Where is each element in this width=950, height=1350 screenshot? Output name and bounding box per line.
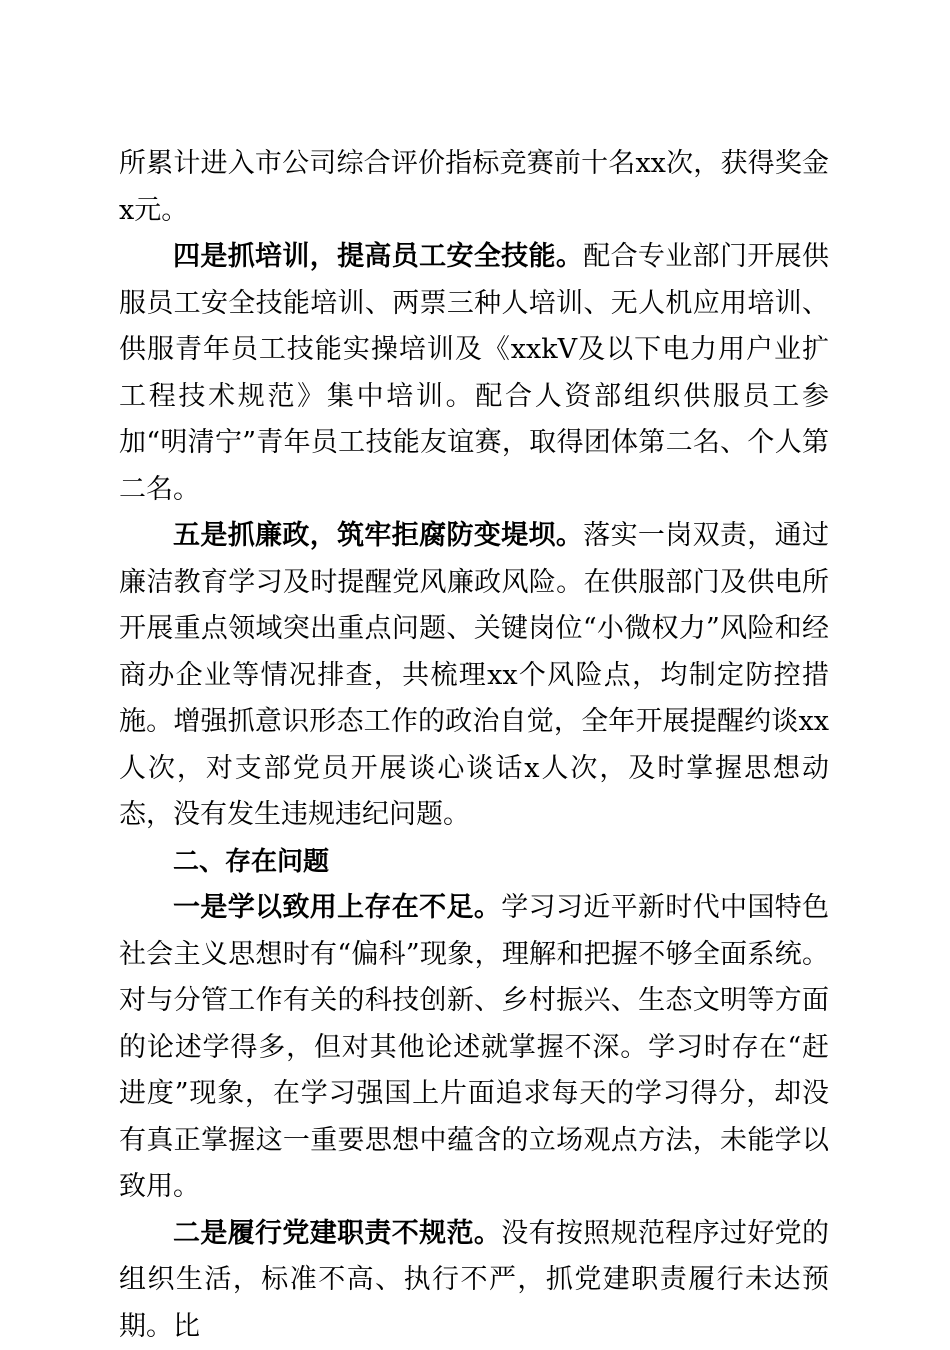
paragraph-lead: 五是抓廉政，筑牢拒腐防变堤坝。 [173,520,583,551]
paragraph-issue-party-building [119,1211,829,1350]
paragraph-issue-study [119,885,829,1211]
paragraph-lead: 二是履行党建职责不规范。 [173,1218,501,1249]
paragraph-lead: 四是抓培训，提高员工安全技能。 [173,241,583,272]
section-heading: 二、存在问题 [119,839,829,886]
paragraph-continuation [119,141,829,234]
paragraph-text: 配合专业部门开展供服员工安全技能培训、两票三种人培训、无人机应用培训、供服青年员工技能实操培训及《xxkV及以下电力用户业扩工程技术规范》集中培训。配合人资部组织供服员工参加“明清宁”青年员工技能友谊赛，取得团体第二名、个人第二名。 [119,241,829,505]
paragraph-text: 所累计进入市公司综合评价指标竞赛前十名xx次，获得奖金x元。 [119,148,829,226]
paragraph-text: 落实一岗双责，通过廉洁教育学习及时提醒党风廉政风险。在供服部门及供电所开展重点领域突出重点问题、关键岗位“小微权力”风险和经商办企业等情况排查，共梳理xx个风险点，均制定防控措施。增强抓意识形态工作的政治自觉，全年开展提醒约谈xx人次，对支部党员开展谈心谈话x人次，及时掌握思想动态，没有发生违规违纪问题。 [119,520,829,830]
paragraph-training [119,234,829,513]
document-body [119,141,829,1350]
paragraph-text: 没有按照规范程序过好党的组织生活，标准不高、执行不严，抓党建职责履行未达预期。比 [119,1218,829,1342]
paragraph-lead: 一是学以致用上存在不足。 [173,892,501,923]
paragraph-text: 学习习近平新时代中国特色社会主义思想时有“偏科”现象，理解和把握不够全面系统。对与分管工作有关的科技创新、乡村振兴、生态文明等方面的论述学得多，但对其他论述就掌握不深。学习时存在“赶进度”现象，在学习强国上片面追求每天的学习得分，却没有真正掌握这一重要思想中蕴含的立场观点方法，未能学以致用。 [119,892,829,1202]
paragraph-integrity [119,513,829,839]
